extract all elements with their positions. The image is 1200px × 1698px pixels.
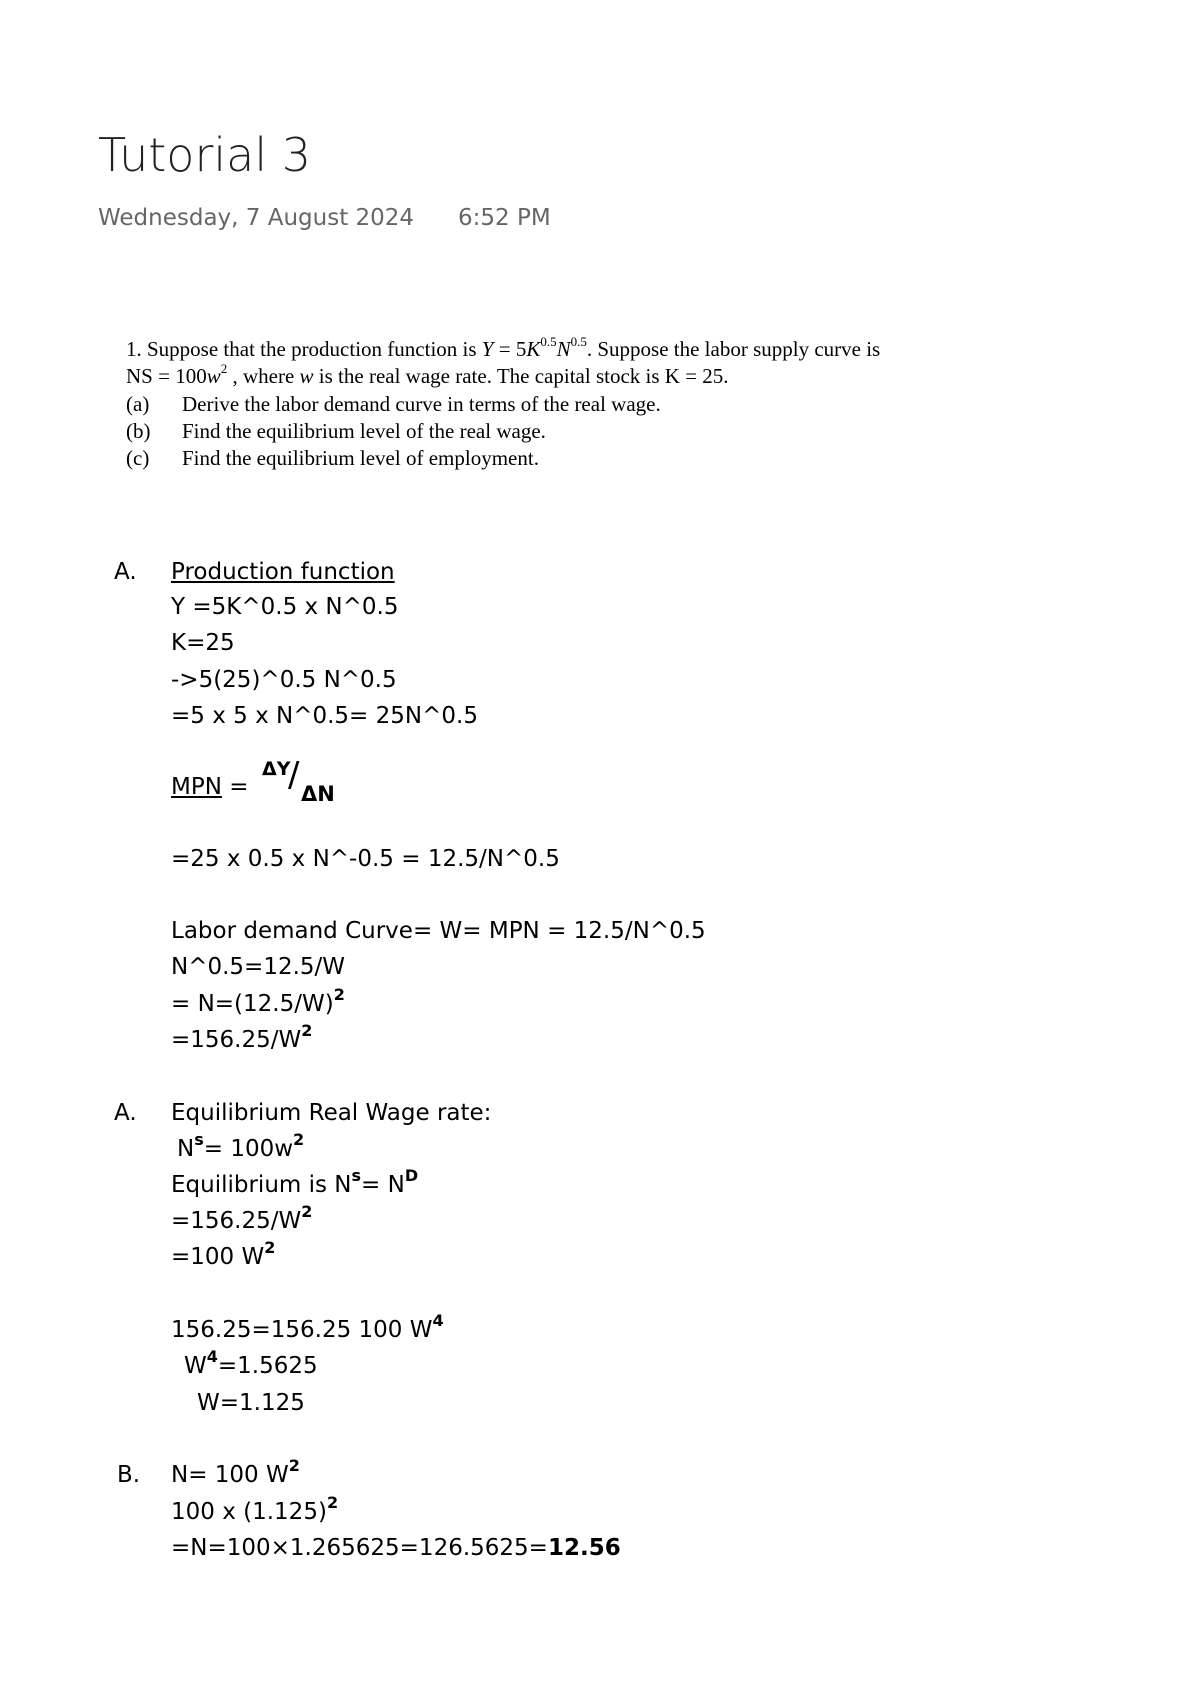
question-line-2: NS = $100w^2$ , where w is the real wage rate. The capital stock is K = 25. bbox=[126, 361, 729, 388]
section-a-heading: Production function bbox=[171, 559, 395, 585]
question-part-c-label: (c) bbox=[126, 446, 150, 470]
supply-line: $N^s= 100w^2$ bbox=[177, 1130, 305, 1162]
section-a-line: =5 x 5 x N^0.5= 25N^0.5 bbox=[171, 703, 478, 729]
equilibrium-condition: Equilibrium is $N^s= N^D$ bbox=[171, 1166, 419, 1198]
labor-demand-line-1: Labor demand Curve= W= MPN = 12.5/N^0.5 bbox=[171, 918, 706, 944]
question-part-a-text: Derive the labor demand curve in terms of the real wage. bbox=[182, 392, 661, 416]
section-a2-heading: Equilibrium Real Wage rate: bbox=[171, 1100, 492, 1126]
section-a-label: A. bbox=[114, 559, 137, 585]
equilibrium-line-3: $=156.25/W^2$ bbox=[171, 1202, 313, 1234]
mpn-delta-y: ΔY bbox=[262, 758, 291, 780]
final-answer: 12.56 bbox=[547, 1535, 621, 1561]
equilibrium-line-6: $W^4=1.5625$ bbox=[184, 1347, 318, 1379]
mpn-delta-n: ΔN bbox=[301, 782, 335, 806]
handwritten-exponent: 2 bbox=[301, 1202, 313, 1221]
handwritten-exponent: 2 bbox=[326, 1493, 339, 1512]
mpn-line bbox=[171, 776, 249, 799]
handwritten-exponent: 2 bbox=[288, 1456, 300, 1475]
equilibrium-line-5: 156.25=156.25 100 $W^4$ bbox=[171, 1311, 444, 1343]
equilibrium-line-4: =100 $W^2$ bbox=[171, 1238, 276, 1270]
question-part-b-text: Find the equilibrium level of the real wage. bbox=[182, 419, 546, 443]
section-b-line-3: =N=100×1.265625=126.5625=12.56 bbox=[171, 1535, 621, 1561]
labor-demand-line-3: = $N=(12.5/W)^2$ bbox=[171, 985, 345, 1017]
handwritten-exponent: 4 bbox=[432, 1311, 444, 1330]
handwritten-exponent: 2 bbox=[293, 1130, 305, 1149]
mpn-equals: = bbox=[221, 774, 249, 800]
mpn-slash: / bbox=[288, 755, 300, 795]
labor-demand-line-2: N^0.5=12.5/W bbox=[171, 954, 346, 980]
question-part-c-text: Find the equilibrium level of employment. bbox=[182, 446, 539, 470]
section-a-line: K=25 bbox=[171, 630, 235, 656]
section-b-line-1: N= 100 $W^2$ bbox=[171, 1456, 300, 1488]
page-date: Wednesday, 7 August 2024 bbox=[98, 205, 415, 231]
question-line-1: 1. Suppose that the production function is $Y = 5K^{0.5}N^{0.5}$. Suppose the labor supply curve is bbox=[126, 334, 881, 361]
page-title: Tutorial 3 bbox=[98, 128, 311, 182]
mpn-result: =25 x 0.5 x N^-0.5 = 12.5/N^0.5 bbox=[171, 846, 560, 872]
section-a-line: ->5(25)^0.5 N^0.5 bbox=[171, 667, 397, 693]
equilibrium-wage: W=1.125 bbox=[197, 1390, 305, 1416]
section-b-line-2: 100 x $(1.125)^2$ bbox=[171, 1493, 339, 1525]
mpn-label: MPN bbox=[171, 774, 222, 800]
section-a2-label: A. bbox=[114, 1100, 137, 1126]
section-a-line: Y =5K^0.5 x N^0.5 bbox=[171, 594, 399, 620]
handwritten-exponent: 2 bbox=[333, 985, 345, 1004]
handwritten-exponent: 2 bbox=[301, 1021, 313, 1040]
labor-demand-line-4: $=156.25/W^2$ bbox=[171, 1021, 313, 1053]
question-part-b-label: (b) bbox=[126, 419, 151, 443]
section-b-label: B. bbox=[117, 1462, 141, 1488]
handwritten-exponent: 2 bbox=[264, 1238, 276, 1257]
question-part-a-label: (a) bbox=[126, 392, 150, 416]
page-time: 6:52 PM bbox=[458, 205, 551, 231]
